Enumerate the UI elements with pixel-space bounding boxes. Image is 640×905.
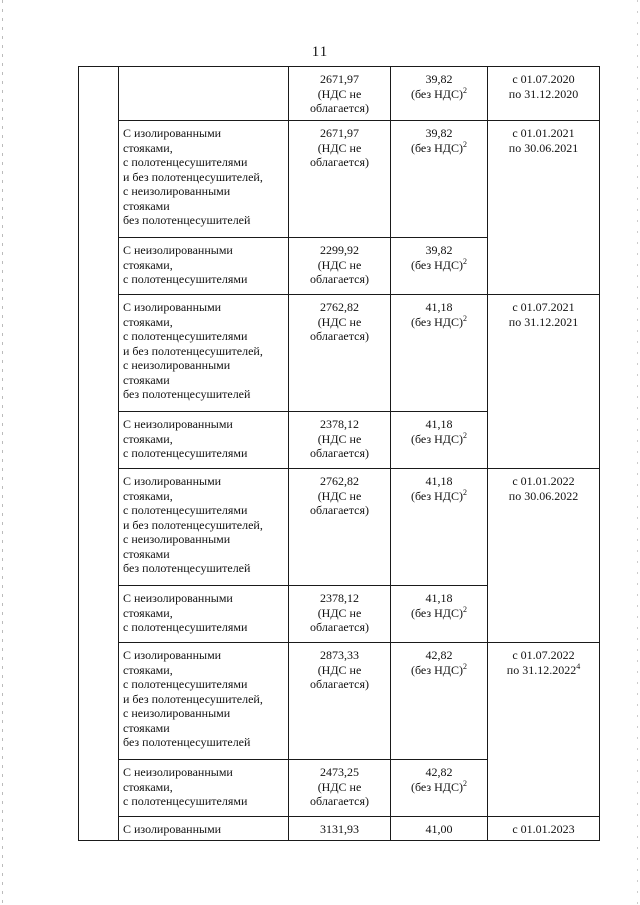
- description-cell: [119, 412, 289, 469]
- rate-value: 41,18: [425, 591, 453, 605]
- period-start: с 01.01.2022: [512, 474, 575, 488]
- vat-note: (НДС не: [317, 140, 362, 155]
- period-cell: [488, 295, 600, 469]
- footnote-mark: 2: [463, 604, 467, 614]
- rate-value: 41,00: [425, 822, 453, 836]
- price-cell: [289, 295, 391, 412]
- footnote-mark: 2: [463, 487, 467, 497]
- rate-vat-text: (без НДС): [410, 431, 463, 446]
- rate-value: 39,82: [425, 126, 453, 140]
- period-end: [492, 87, 595, 102]
- period-cell: [488, 67, 600, 121]
- rate-cell: [391, 121, 488, 238]
- price-cell: [289, 643, 391, 760]
- vat-note: облагается): [310, 329, 369, 343]
- footnote-mark: 2: [463, 661, 467, 671]
- description-line: без полотенцесушителей: [123, 387, 251, 401]
- period-end-text: по 31.12.2021: [508, 314, 579, 329]
- price-value: 2873,33: [320, 648, 359, 662]
- period-start: с 01.01.2023: [512, 822, 575, 836]
- price-value: 3131,93: [320, 822, 359, 836]
- price-value: 2671,97: [320, 126, 359, 140]
- description-line: с полотенцесушителями: [123, 446, 248, 460]
- description-line: С изолированными: [123, 300, 222, 314]
- rate-value: 42,82: [425, 648, 453, 662]
- description-line: стояками,: [123, 314, 173, 329]
- description-line: С изолированными: [123, 126, 222, 140]
- scan-edge-left: [2, 0, 3, 905]
- description-line: и без полотенцесушителей,: [123, 169, 263, 184]
- rate-vat-note: [395, 780, 483, 795]
- description-line: С неизолированными: [123, 765, 233, 779]
- rate-value: 42,82: [425, 765, 453, 779]
- price-cell: [289, 238, 391, 295]
- description-line: стояками: [123, 372, 170, 387]
- period-end: [492, 141, 595, 156]
- description-line: с полотенцесушителями: [123, 329, 248, 343]
- description-line: с неизолированными: [123, 706, 231, 720]
- description-line: и без полотенцесушителей,: [123, 691, 263, 706]
- description-line: без полотенцесушителей: [123, 735, 251, 749]
- description-cell: [119, 295, 289, 412]
- description-line: стояками,: [123, 431, 173, 446]
- description-line: С изолированными: [123, 474, 222, 488]
- vat-note: облагается): [310, 677, 369, 691]
- rate-vat-note: [395, 606, 483, 621]
- table-row: [79, 817, 600, 841]
- price-cell: [289, 121, 391, 238]
- price-value: 2378,12: [320, 591, 359, 605]
- description-line: с неизолированными: [123, 532, 231, 546]
- period-end-text: по 30.06.2022: [508, 488, 579, 503]
- rate-cell: [391, 67, 488, 121]
- period-end: [492, 315, 595, 330]
- footnote-mark: 4: [576, 661, 581, 671]
- table-row: [79, 67, 600, 121]
- description-cell: [119, 67, 289, 121]
- rate-vat-note: [395, 315, 483, 330]
- description-line: стояками: [123, 720, 170, 735]
- price-cell: [289, 817, 391, 841]
- description-line: С неизолированными: [123, 243, 233, 257]
- period-cell: [488, 817, 600, 841]
- vat-note: (НДС не: [317, 314, 362, 329]
- rate-cell: [391, 586, 488, 643]
- description-cell: [119, 121, 289, 238]
- page-number: 11: [311, 44, 329, 60]
- description-line: и без полотенцесушителей,: [123, 343, 263, 358]
- footnote-mark: 2: [463, 313, 467, 323]
- price-cell: [289, 760, 391, 817]
- tariff-table: [78, 66, 600, 841]
- vat-note: облагается): [310, 446, 369, 460]
- description-cell: [119, 469, 289, 586]
- rate-vat-note: [395, 87, 483, 102]
- rate-vat-text: (без НДС): [410, 314, 463, 329]
- description-line: с полотенцесушителями: [123, 794, 248, 808]
- description-line: с полотенцесушителями: [123, 503, 248, 517]
- description-line: стояками,: [123, 662, 173, 677]
- period-start: с 01.07.2020: [512, 72, 575, 86]
- scan-edge-right: [637, 0, 638, 905]
- period-end: [492, 489, 595, 504]
- description-line: стояками,: [123, 605, 173, 620]
- table-row: [79, 469, 600, 586]
- rate-value: 41,18: [425, 474, 453, 488]
- description-line: стояками,: [123, 779, 173, 794]
- footnote-mark: 2: [463, 430, 467, 440]
- description-cell: [119, 817, 289, 841]
- rate-vat-note: [395, 489, 483, 504]
- description-cell: [119, 760, 289, 817]
- rate-value: 39,82: [425, 72, 453, 86]
- period-end: [492, 663, 595, 678]
- rate-cell: [391, 412, 488, 469]
- vat-note: (НДС не: [317, 605, 362, 620]
- period-start: с 01.07.2022: [512, 648, 575, 662]
- description-line: с полотенцесушителями: [123, 272, 248, 286]
- rate-vat-note: [395, 258, 483, 273]
- rate-vat-note: [395, 432, 483, 447]
- table-row: [79, 121, 600, 238]
- footnote-mark: 2: [463, 85, 467, 95]
- description-line: и без полотенцесушителей,: [123, 517, 263, 532]
- period-cell: [488, 643, 600, 817]
- empty-index-cell: [79, 67, 119, 841]
- vat-note: облагается): [310, 503, 369, 517]
- rate-cell: [391, 760, 488, 817]
- description-line: стояками,: [123, 140, 173, 155]
- price-value: 2473,25: [320, 765, 359, 779]
- table-row: [79, 643, 600, 760]
- description-cell: [119, 238, 289, 295]
- description-line: С неизолированными: [123, 417, 233, 431]
- rate-cell: [391, 817, 488, 841]
- description-line: с полотенцесушителями: [123, 677, 248, 691]
- price-cell: [289, 412, 391, 469]
- period-start: с 01.01.2021: [512, 126, 575, 140]
- period-end-text: по 31.12.2022: [506, 662, 577, 677]
- rate-vat-note: [395, 141, 483, 156]
- description-line: с неизолированными: [123, 358, 231, 372]
- description-line: С изолированными: [123, 648, 222, 662]
- footnote-mark: 2: [463, 778, 467, 788]
- description-line: с полотенцесушителями: [123, 620, 248, 634]
- vat-note: облагается): [310, 272, 369, 286]
- description-line: с неизолированными: [123, 184, 231, 198]
- price-value: 2762,82: [320, 474, 359, 488]
- vat-note: (НДС не: [317, 662, 362, 677]
- description-line: стояками: [123, 546, 170, 561]
- description-line: С изолированными: [123, 822, 222, 836]
- footnote-mark: 2: [463, 256, 467, 266]
- rate-cell: [391, 643, 488, 760]
- price-value: 2762,82: [320, 300, 359, 314]
- period-start: с 01.07.2021: [512, 300, 575, 314]
- rate-vat-text: (без НДС): [410, 257, 463, 272]
- description-line: С неизолированными: [123, 591, 233, 605]
- footnote-mark: 2: [463, 139, 467, 149]
- rate-vat-text: (без НДС): [410, 488, 463, 503]
- table-row: [79, 295, 600, 412]
- period-end-text: по 30.06.2021: [508, 140, 579, 155]
- description-line: без полотенцесушителей: [123, 213, 251, 227]
- rate-vat-text: (без НДС): [410, 140, 463, 155]
- description-cell: [119, 643, 289, 760]
- price-cell: [289, 469, 391, 586]
- description-line: стояками,: [123, 257, 173, 272]
- vat-note: (НДС не: [317, 488, 362, 503]
- rate-value: 41,18: [425, 417, 453, 431]
- price-value: 2378,12: [320, 417, 359, 431]
- vat-note: (НДС не: [317, 431, 362, 446]
- vat-note: (НДС не: [317, 779, 362, 794]
- vat-note: (НДС не: [317, 86, 362, 101]
- vat-note: облагается): [310, 155, 369, 169]
- period-cell: [488, 469, 600, 643]
- description-line: с полотенцесушителями: [123, 155, 248, 169]
- vat-note: облагается): [310, 101, 369, 115]
- period-end-text: по 31.12.2020: [508, 86, 579, 101]
- rate-vat-text: (без НДС): [410, 779, 463, 794]
- rate-cell: [391, 295, 488, 412]
- period-cell: [488, 121, 600, 295]
- rate-vat-text: (без НДС): [410, 662, 463, 677]
- rate-value: 39,82: [425, 243, 453, 257]
- rate-vat-text: (без НДС): [410, 86, 463, 101]
- rate-vat-note: [395, 663, 483, 678]
- rate-cell: [391, 469, 488, 586]
- rate-vat-text: (без НДС): [410, 605, 463, 620]
- description-line: стояками,: [123, 488, 173, 503]
- rate-cell: [391, 238, 488, 295]
- description-line: стояками: [123, 198, 170, 213]
- price-cell: [289, 586, 391, 643]
- vat-note: (НДС не: [317, 257, 362, 272]
- description-line: без полотенцесушителей: [123, 561, 251, 575]
- vat-note: облагается): [310, 620, 369, 634]
- description-cell: [119, 586, 289, 643]
- rate-value: 41,18: [425, 300, 453, 314]
- vat-note: облагается): [310, 794, 369, 808]
- price-value: 2671,97: [320, 72, 359, 86]
- price-value: 2299,92: [320, 243, 359, 257]
- price-cell: [289, 67, 391, 121]
